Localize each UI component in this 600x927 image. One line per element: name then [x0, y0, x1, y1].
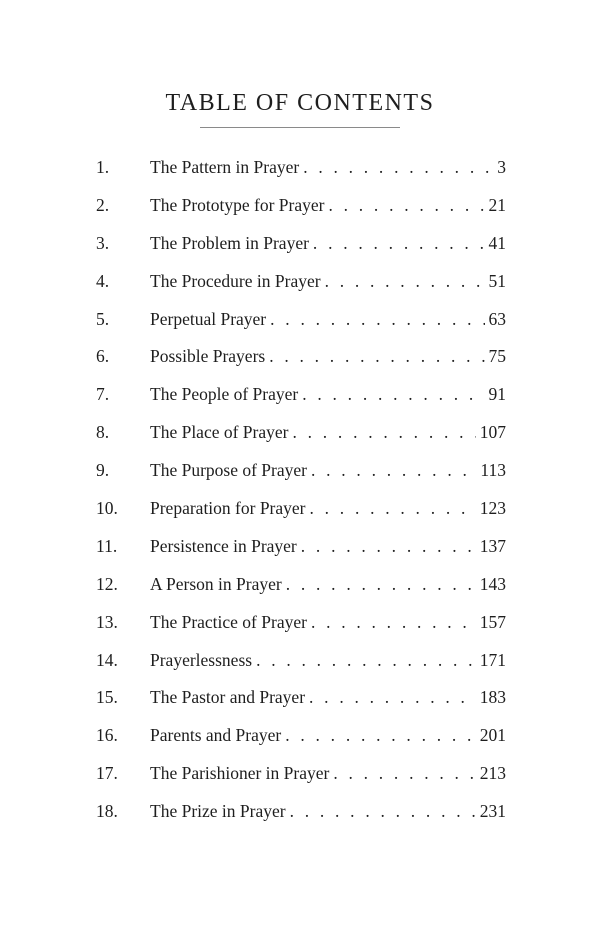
entry-page-number: 63 — [488, 308, 506, 329]
entry-page-number: 21 — [488, 194, 506, 215]
entry-number: 4. — [96, 270, 110, 291]
dot-leader — [285, 725, 476, 746]
entry-title: The Prize in Prayer — [150, 801, 286, 822]
entry-title: The Place of Prayer — [150, 422, 289, 443]
toc-entry[interactable] — [96, 612, 506, 650]
entry-number: 3. — [96, 232, 110, 253]
toc-entry[interactable] — [96, 801, 506, 839]
entry-page-number: 231 — [479, 801, 506, 822]
toc-entry[interactable] — [96, 725, 506, 763]
dot-leader — [269, 346, 484, 367]
entry-title: The Procedure in Prayer — [150, 270, 321, 291]
dot-leader — [313, 233, 485, 254]
entry-title: Parents and Prayer — [150, 725, 282, 746]
entry-page-number: 113 — [480, 460, 506, 481]
toc-entry[interactable] — [96, 233, 506, 271]
entry-page-number: 201 — [479, 725, 506, 746]
toc-entry[interactable] — [96, 195, 506, 233]
entry-page-number: 123 — [479, 498, 506, 519]
entry-page-number: 143 — [479, 573, 506, 594]
entry-number: 12. — [96, 573, 118, 594]
entry-page-number: 41 — [488, 232, 506, 253]
dot-leader — [292, 422, 475, 443]
entry-page-number: 183 — [479, 687, 506, 708]
entry-number: 16. — [96, 725, 118, 746]
entry-number: 1. — [96, 157, 110, 177]
toc-entry[interactable] — [96, 346, 506, 384]
toc-entry[interactable] — [96, 271, 506, 309]
entry-number: 9. — [96, 460, 110, 481]
toc-entry[interactable] — [96, 157, 506, 195]
dot-leader — [328, 195, 484, 216]
entry-title: The Parishioner in Prayer — [150, 763, 330, 784]
entry-number: 8. — [96, 422, 110, 443]
toc-entry[interactable] — [96, 574, 506, 612]
entry-number: 6. — [96, 346, 110, 367]
entry-number: 15. — [96, 687, 118, 708]
toc-entry[interactable] — [96, 536, 506, 574]
toc-list — [96, 157, 506, 839]
entry-title: Possible Prayers — [150, 346, 266, 367]
entry-number: 14. — [96, 649, 118, 670]
entry-number: 11. — [96, 535, 118, 556]
entry-title: The Pastor and Prayer — [150, 687, 306, 708]
toc-entry[interactable] — [96, 650, 506, 688]
dot-leader — [286, 574, 476, 595]
entry-title: The Prototype for Prayer — [150, 194, 325, 215]
dot-leader — [309, 687, 476, 708]
entry-page-number: 107 — [479, 422, 506, 443]
entry-title: Preparation for Prayer — [150, 498, 306, 519]
entry-number: 2. — [96, 194, 110, 215]
toc-entry[interactable] — [96, 422, 506, 460]
dot-leader — [311, 460, 476, 481]
dot-leader — [303, 157, 493, 178]
toc-entry[interactable] — [96, 384, 506, 422]
entry-title: The Practice of Prayer — [150, 611, 307, 632]
dot-leader — [302, 384, 484, 405]
title-underline — [200, 127, 400, 128]
entry-page-number: 3 — [497, 157, 506, 177]
toc-entry[interactable] — [96, 498, 506, 536]
entry-title: Prayerlessness — [150, 649, 253, 670]
entry-page-number: 171 — [479, 649, 506, 670]
entry-title: The Purpose of Prayer — [150, 460, 307, 481]
dot-leader — [256, 650, 476, 671]
entry-page-number: 213 — [479, 763, 506, 784]
entry-page-number: 137 — [479, 535, 506, 556]
entry-number: 7. — [96, 384, 110, 405]
entry-page-number: 157 — [479, 611, 506, 632]
entry-number: 17. — [96, 763, 118, 784]
dot-leader — [301, 536, 476, 557]
toc-entry[interactable] — [96, 309, 506, 347]
entry-number: 10. — [96, 498, 118, 519]
entry-page-number: 75 — [488, 346, 506, 367]
entry-number: 18. — [96, 801, 118, 822]
entry-page-number: 91 — [488, 384, 506, 405]
dot-leader — [290, 801, 476, 822]
entry-page-number: 51 — [488, 270, 506, 291]
entry-title: Persistence in Prayer — [150, 535, 297, 556]
toc-entry[interactable] — [96, 687, 506, 725]
entry-title: Perpetual Prayer — [150, 308, 267, 329]
dot-leader — [270, 309, 484, 330]
page-title: TABLE OF CONTENTS — [165, 90, 435, 116]
toc-entry[interactable] — [96, 763, 506, 801]
entry-title: The People of Prayer — [150, 384, 299, 405]
entry-title: A Person in Prayer — [150, 573, 282, 594]
dot-leader — [325, 271, 485, 292]
entry-title: The Problem in Prayer — [150, 232, 309, 253]
entry-number: 5. — [96, 308, 110, 329]
toc-entry[interactable] — [96, 460, 506, 498]
dot-leader — [333, 763, 475, 784]
dot-leader — [311, 612, 476, 633]
entry-title: The Pattern in Prayer — [150, 157, 300, 177]
dot-leader — [310, 498, 476, 519]
entry-number: 13. — [96, 611, 118, 632]
